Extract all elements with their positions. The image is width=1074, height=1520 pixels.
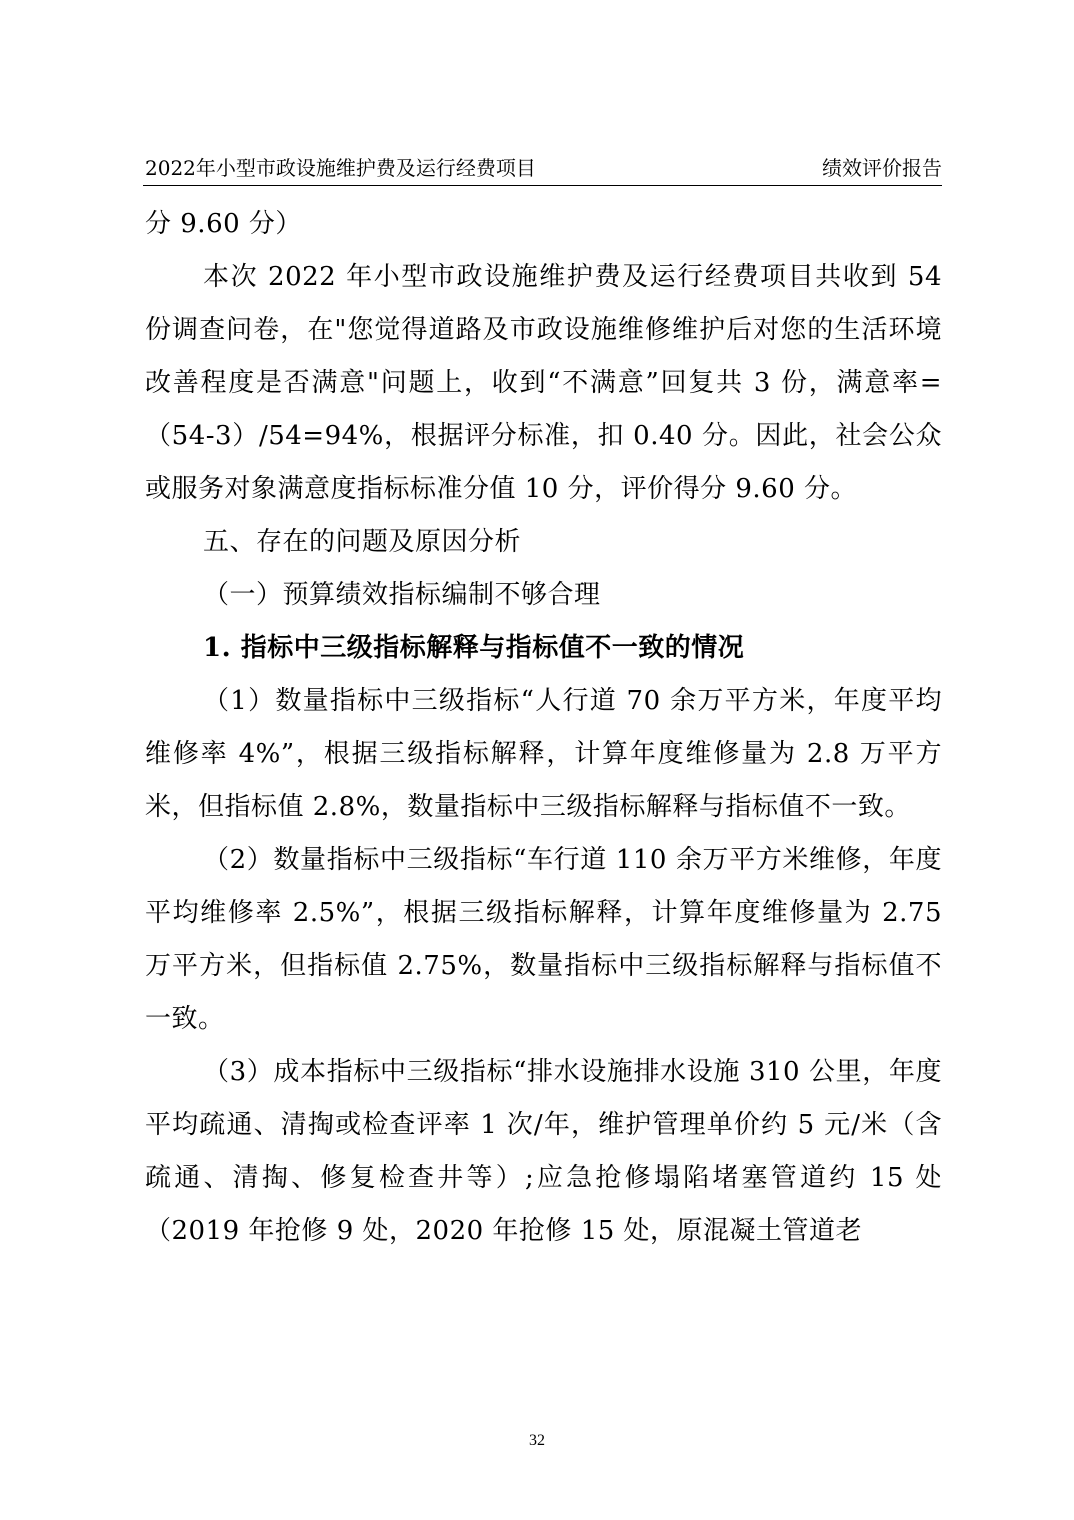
paragraph-continuation: 分 9.60 分） xyxy=(145,209,302,239)
running-header-title: 2022年小型市政设施维护费及运行经费项目 xyxy=(145,156,536,180)
body-text xyxy=(145,198,942,1258)
paragraph-item-3: （3）成本指标中三级指标“排水设施排水设施 310 公里，年度平均疏通、清掏或检查评率 1 次/年，维护管理单价约 5 元/米（含疏通、清掏、修复检查井等）;应急抢修塌陷堵塞管道约 15 处（2019 年抢修 9 处，2020 年抢修 15 处，原混凝土管道老 xyxy=(145,1057,942,1246)
subsection-heading: （一）预算绩效指标编制不够合理 xyxy=(203,580,601,610)
running-header-report-type: 绩效评价报告 xyxy=(822,156,942,180)
paragraph-survey-result: 本次 2022 年小型市政设施维护费及运行经费项目共收到 54 份调查问卷，在"您觉得道路及市政设施维修维护后对您的生活环境改善程度是否满意"问题上，收到“不满意”回复共 3 份，满意率=（54-3）/54=94%，根据评分标准，扣 0.40 分。因此，社会公众或服务对象满意度指标标准分值 10 分，评价得分 9.60 分。 xyxy=(145,262,942,504)
paragraph-item-2: （2）数量指标中三级指标“车行道 110 余万平方米维修，年度平均维修率 2.5%”，根据三级指标解释，计算年度维修量为 2.75 万平方米，但指标值 2.75%，数量指标中三级指标解释与指标值不一致。 xyxy=(145,845,942,1034)
header-rule xyxy=(143,185,942,186)
section-heading-problems: 五、存在的问题及原因分析 xyxy=(203,527,522,557)
paragraph-item-1: （1）数量指标中三级指标“人行道 70 余万平方米，年度平均维修率 4%”，根据三级指标解释，计算年度维修量为 2.8 万平方米，但指标值 2.8%，数量指标中三级指标解释与指标值不一致。 xyxy=(145,686,942,822)
item-heading: 1. 指标中三级指标解释与指标值不一致的情况 xyxy=(203,633,745,663)
page-number: 32 xyxy=(529,1432,545,1449)
